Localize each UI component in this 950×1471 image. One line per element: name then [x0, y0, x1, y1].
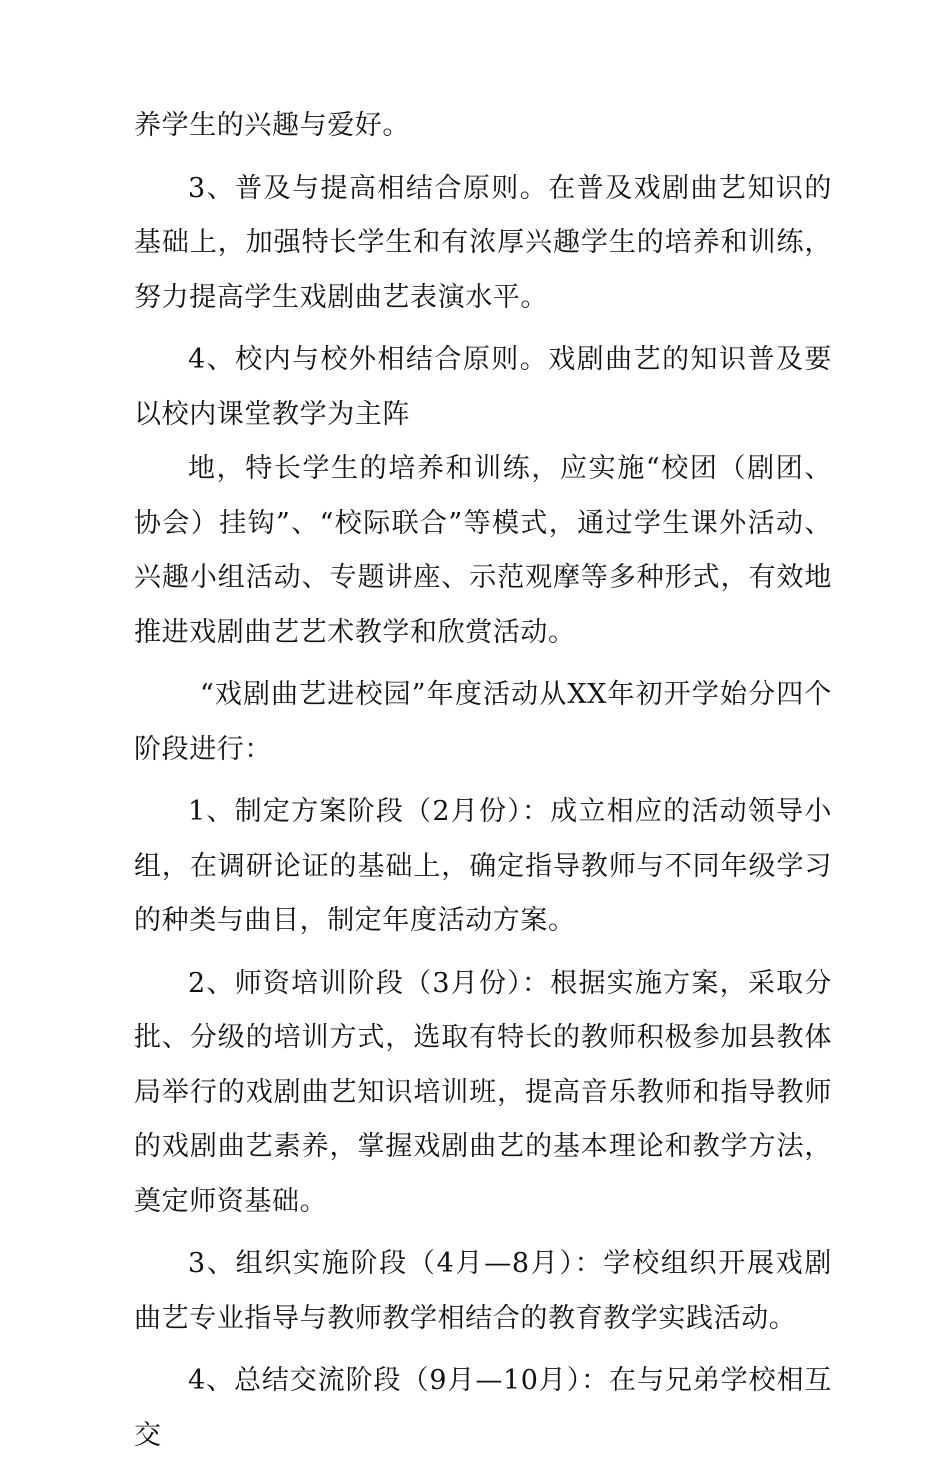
document-body — [134, 99, 832, 1471]
paragraph-principle-4: 4、校内与校外相结合原则。戏剧曲艺的知识普及要以校内课堂教学为主阵 — [134, 344, 832, 430]
paragraph-principle-4-continued: 地，特长学生的培养和训练，应实施“校团（剧团、协会）挂钩”、“校际联合”等模式，通过学生课外活动、兴趣小组活动、专题讲座、示范观摩等多种形式，有效地推进戏剧曲艺艺术教学和欣赏活动。 — [134, 453, 832, 648]
paragraph-stage-1: 1、制定方案阶段（2月份）：成立相应的活动领导小组，在调研论证的基础上，确定指导教师与不同年级学习的种类与曲目，制定年度活动方案。 — [134, 796, 832, 936]
paragraph-stage-4: 4、总结交流阶段（9月—10月）：在与兄弟学校相互交 — [134, 1365, 832, 1451]
paragraph-stage-2: 2、师资培训阶段（3月份）：根据实施方案，采取分批、分级的培训方式，选取有特长的教师积极参加县教体局举行的戏剧曲艺知识培训班，提高音乐教师和指导教师的戏剧曲艺素养，掌握戏剧曲艺的基本理论和教学方法，奠定师资基础。 — [134, 967, 832, 1217]
paragraph-principle-3: 3、普及与提高相结合原则。在普及戏剧曲艺知识的基础上，加强特长学生和有浓厚兴趣学生的培养和训练，努力提高学生戏剧曲艺表演水平。 — [134, 172, 832, 313]
paragraph-stage-3: 3、组织实施阶段（4月—8月）：学校组织开展戏剧曲艺专业指导与教师教学相结合的教育教学实践活动。 — [134, 1248, 832, 1334]
paragraph-stages-intro: “戏剧曲艺进校园”年度活动从XX年初开学始分四个阶段进行： — [134, 679, 832, 765]
paragraph-continuation: 养学生的兴趣与爱好。 — [134, 110, 410, 141]
